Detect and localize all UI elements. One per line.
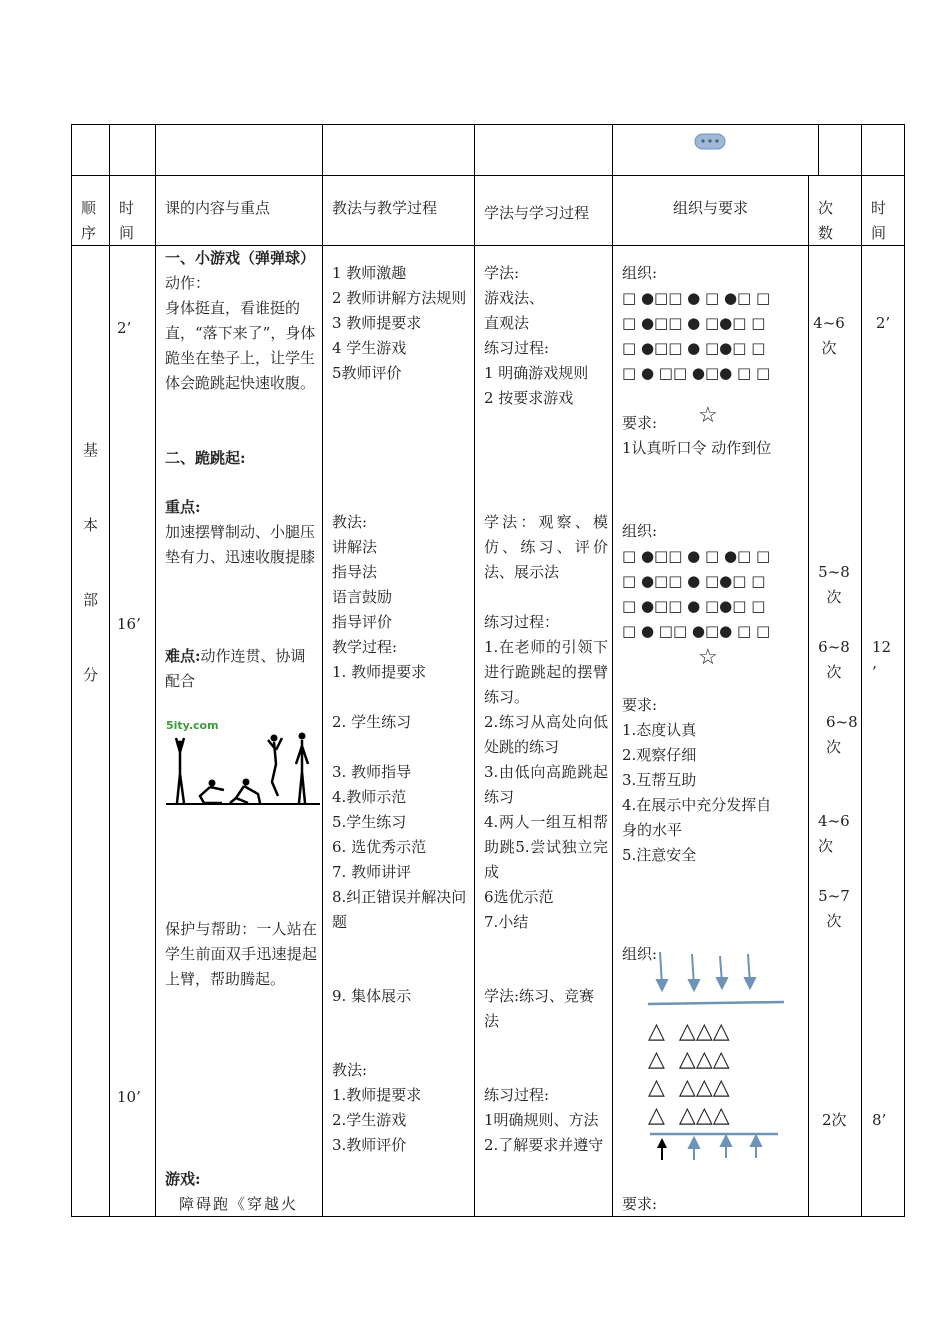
triangle-icon: △ bbox=[678, 1103, 696, 1128]
triangle-icon: △ bbox=[695, 1047, 713, 1072]
triangle-row bbox=[648, 1074, 778, 1102]
formation2-row-2: □ ●□□ ● □●□ □ bbox=[622, 572, 766, 590]
header-teaching: 教法与教学过程 bbox=[332, 199, 438, 217]
pill-dot-right bbox=[715, 139, 718, 142]
protect-text: 保护与帮助：一人站在学生前面双手迅速提起上臂，帮助腾起。 bbox=[165, 920, 317, 988]
triangle-icon: △ bbox=[712, 1075, 730, 1100]
difficulty-text: 动作连贯、协调配合 bbox=[165, 647, 306, 690]
header-organization: 组织与要求 bbox=[672, 199, 748, 217]
duration-1: 2’ bbox=[875, 314, 891, 332]
org-label-1: 组织: bbox=[622, 264, 658, 282]
header-content: 课的内容与重点 bbox=[165, 199, 271, 217]
col-divider-6a bbox=[818, 124, 819, 176]
learning-block-1: 学法: 游戏法、 直观法 练习过程: 1 明确游戏规则 2 按要求游戏 bbox=[484, 264, 589, 407]
count-5: 4~6 次 bbox=[818, 812, 850, 855]
formation-row-2: □ ●□□ ● □●□ □ bbox=[622, 314, 766, 332]
time-1: 2’ bbox=[117, 319, 132, 337]
part2-title: 二、跪跳起: bbox=[165, 449, 246, 467]
key-point-label: 重点: bbox=[165, 498, 201, 516]
col-divider-7 bbox=[861, 124, 862, 1217]
triangle-icon: △ bbox=[695, 1103, 713, 1128]
teaching-block-4: 教法: 1.教师提要求 2.学生游戏 3.教师评价 bbox=[332, 1061, 422, 1154]
table-border-right bbox=[904, 124, 905, 1217]
header-time: 时 间 bbox=[119, 199, 135, 242]
table-row-divider-1 bbox=[71, 175, 905, 176]
teaching-block-3: 9. 集体展示 bbox=[332, 987, 412, 1005]
formation2-row-4: □ ● □□ ●□● □ □ bbox=[622, 622, 771, 640]
req-label-3: 要求: bbox=[622, 1195, 658, 1213]
figure-caption: 5ity.com bbox=[166, 719, 219, 732]
triangle-icon: △ bbox=[648, 1019, 665, 1044]
req-items-2: 1.态度认真 2.观察仔细 3.互帮互助 4.在展示中充分发挥自 身的水平 5.注意安全 bbox=[622, 721, 772, 864]
col-divider-3 bbox=[322, 124, 323, 1217]
game-title: 一、小游戏（弹弹球） bbox=[165, 249, 316, 267]
triangle-icon: △ bbox=[678, 1075, 696, 1100]
triangle-formation bbox=[648, 1018, 778, 1130]
triangle-icon: △ bbox=[678, 1019, 696, 1044]
req-label-1: 要求: bbox=[622, 414, 658, 432]
count-1: 4~6 次 bbox=[813, 314, 845, 357]
count-2: 5~8 次 bbox=[818, 563, 850, 606]
difficulty-line bbox=[165, 644, 317, 694]
star-icon-1: ☆ bbox=[698, 403, 718, 428]
org-label-3: 组织: bbox=[622, 945, 658, 963]
triangle-icon: △ bbox=[712, 1047, 730, 1072]
difficulty-label: 难点: bbox=[165, 647, 201, 665]
return-arrows-diagram bbox=[640, 1128, 790, 1164]
teaching-block-1: 1 教师激趣 2 教师讲解方法规则 3 教师提要求 4 学生游戏 5教师评价 bbox=[332, 264, 467, 382]
duration-3: 8’ bbox=[872, 1111, 887, 1129]
teaching-block-2: 教法: 讲解法 指导法 语言鼓励 指导评价 教学过程: 1. 教师提要求 2. 学生练习 3. 教师指导 4.教师示范 5.学生练习 6. 选优秀示范 7. 教师讲评 8.纠正错误并解决问题 bbox=[332, 513, 467, 931]
header-duration: 时 间 bbox=[871, 199, 887, 242]
pill-dot-mid bbox=[708, 139, 711, 142]
time-2: 16’ bbox=[117, 615, 141, 633]
col-divider-1 bbox=[109, 124, 110, 1217]
kneeling-jump-illustration bbox=[164, 716, 322, 810]
star-icon-2: ☆ bbox=[698, 645, 718, 670]
triangle-row bbox=[648, 1018, 778, 1046]
triangle-icon: △ bbox=[712, 1103, 730, 1128]
triangle-icon: △ bbox=[648, 1103, 665, 1128]
count-6: 5~7 次 bbox=[818, 887, 850, 930]
gymnast-figures-icon bbox=[164, 716, 322, 810]
triangle-icon: △ bbox=[712, 1019, 730, 1044]
req-text-1: 1认真听口令 动作到位 bbox=[622, 439, 772, 457]
game-text: 动作： 身体挺直，看谁挺的直，“落下来了”，身体跪坐在垫子上，让学生体会跪跳起快速收腹。 bbox=[165, 274, 316, 392]
triangle-icon: △ bbox=[695, 1075, 713, 1100]
triangle-row bbox=[648, 1046, 778, 1074]
header-order: 顺 序 bbox=[81, 199, 97, 242]
org-label-2: 组织: bbox=[622, 522, 658, 540]
section-label: 基 本 部 分 bbox=[82, 441, 98, 684]
formation-row-4: □ ● □□ ●□● □ □ bbox=[622, 364, 771, 382]
learning-block-3: 学法:练习、竞赛法 bbox=[484, 987, 595, 1030]
count-3: 6~8 次 bbox=[818, 638, 850, 681]
triangle-icon: △ bbox=[678, 1047, 696, 1072]
header-times: 次 数 bbox=[818, 199, 834, 242]
formation-row-3: □ ●□□ ● □●□ □ bbox=[622, 339, 766, 357]
triangle-icon: △ bbox=[648, 1047, 665, 1072]
duration-2: 12 ’ bbox=[872, 638, 892, 681]
count-4: 6~8 次 bbox=[826, 713, 858, 756]
col-divider-5 bbox=[612, 124, 613, 1217]
triangle-icon: △ bbox=[695, 1019, 713, 1044]
formation2-row-1: □ ●□□ ● □ ●□ □ bbox=[622, 547, 771, 565]
game2-text: 障碍跑《穿越火 bbox=[179, 1195, 299, 1213]
time-3: 10’ bbox=[117, 1088, 141, 1106]
learning-block-2: 学法：观察、模仿、练习、评价法、展示法 练习过程： 1.在老师的引领下进行跪跳起的摆臂练习。 2.练习从高处向低处跳的练习 3.由低向高跪跳起练习 4.两人一组互相帮助跳5.尝试独立完成 6选优示范 7.小结 bbox=[484, 513, 608, 931]
key-point-text: 加速摆臂制动、小腿压垫有力、迅速收腹提膝 bbox=[165, 523, 316, 566]
table-border-top bbox=[71, 124, 905, 125]
req-label-2: 要求: bbox=[622, 696, 658, 714]
game2-label: 游戏: bbox=[165, 1170, 201, 1188]
pill-dot-left bbox=[701, 139, 704, 142]
count-7: 2次 bbox=[822, 1111, 847, 1129]
decorative-pill-icon bbox=[694, 133, 726, 151]
col-divider-2 bbox=[155, 124, 156, 1217]
triangle-icon: △ bbox=[648, 1075, 665, 1100]
triangle-row bbox=[648, 1102, 778, 1130]
formation-row-1: □ ●□□ ● □ ●□ □ bbox=[622, 289, 771, 307]
learning-block-4: 练习过程: 1明确规则、方法 2.了解要求并遵守 bbox=[484, 1086, 604, 1154]
header-learning: 学法与学习过程 bbox=[484, 204, 590, 222]
formation2-row-3: □ ●□□ ● □●□ □ bbox=[622, 597, 766, 615]
col-divider-4 bbox=[474, 124, 475, 1217]
